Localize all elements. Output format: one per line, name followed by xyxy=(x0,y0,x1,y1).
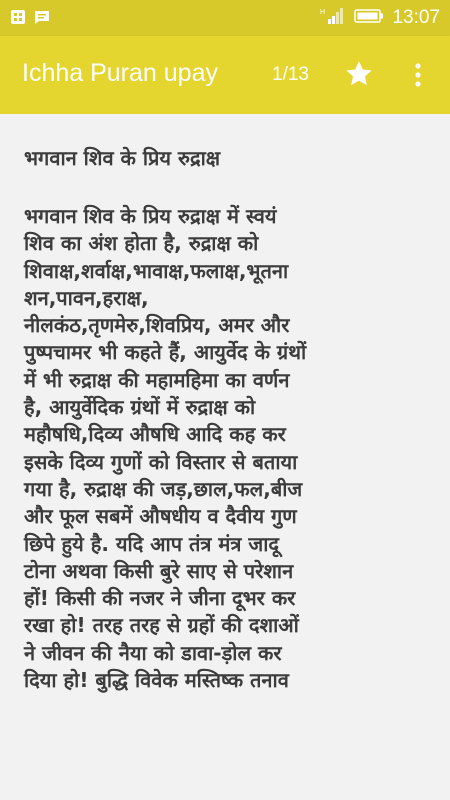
article-line: शिवाक्ष,शर्वाक्ष,भावाक्ष,फलाक्ष,भूतना xyxy=(24,258,289,283)
article-line: नीलकंठ,तृणमेरु,शिवप्रिय, अमर और xyxy=(24,313,290,338)
article-line: पुष्पचामर भी कहते हैं, आयुर्वेद के ग्रंथों xyxy=(24,340,307,365)
article-body xyxy=(24,203,426,694)
article-line: भगवान शिव के प्रिय रुद्राक्ष में स्वयं xyxy=(24,204,277,228)
overflow-menu-icon xyxy=(404,60,432,90)
message-icon xyxy=(34,9,50,25)
article-line: गया है, रुद्राक्ष की जड़,छाल,फल,बीज xyxy=(24,476,303,501)
status-time: 13:07 xyxy=(392,7,440,28)
article-line: और फूल सबमें औषधीय व दैवीय गुण xyxy=(24,504,297,529)
signal-icon xyxy=(320,6,346,30)
article-line: हों! किसी की नजर ने जीना दूभर कर xyxy=(24,586,296,611)
article-line: छिपे हुये है. यदि आप तंत्र मंत्र जादू xyxy=(24,531,280,556)
overflow-menu-button[interactable] xyxy=(404,60,432,90)
svg-text:H: H xyxy=(320,9,326,16)
status-left-icons xyxy=(10,9,50,25)
page-counter: 1/13 xyxy=(272,64,309,85)
article-line: रखा हो! तरह तरह से ग्रहों की दशाओं xyxy=(24,613,299,638)
article-line: है, आयुर्वेदिक ग्रंथों में रुद्राक्ष को xyxy=(24,395,256,420)
status-right-icons xyxy=(320,6,440,30)
favorite-button[interactable] xyxy=(343,58,375,90)
article-heading: भगवान शिव के प्रिय रुद्राक्ष xyxy=(24,146,221,170)
app-notification-icon xyxy=(10,9,26,25)
app-title: Ichha Puran upay xyxy=(22,59,218,87)
article-content[interactable] xyxy=(0,114,450,800)
article-line: ने जीवन की नैया को डावा-ड़ोल कर xyxy=(24,640,282,665)
article-line: शिव का अंश होता है, रुद्राक्ष को xyxy=(24,231,259,256)
article-line: टोना अथवा किसी बुरे साए से परेशान xyxy=(24,558,294,583)
article-line: में भी रुद्राक्ष की महामहिमा का वर्णन xyxy=(24,367,290,392)
app-bar xyxy=(0,36,450,114)
article-line: शन,पावन,हराक्ष, xyxy=(24,285,149,310)
status-bar xyxy=(0,0,450,36)
battery-icon xyxy=(354,8,384,28)
article-line: महौषधि,दिव्य औषधि आदि कह कर xyxy=(24,422,286,447)
article-line: दिया हो! बुद्धि विवेक मस्तिष्क तनाव xyxy=(24,668,289,693)
article-line: इसके दिव्य गुणों को विस्तार से बताया xyxy=(24,449,298,474)
star-icon xyxy=(343,58,375,90)
